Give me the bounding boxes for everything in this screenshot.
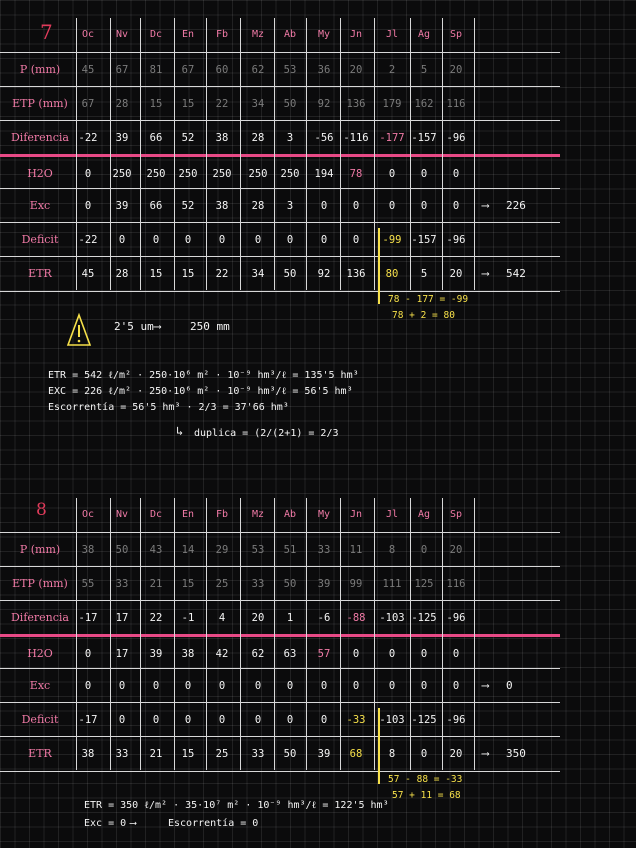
table-row: [0, 52, 560, 87]
table-cell: 0: [452, 680, 460, 692]
table-cell: 52: [181, 200, 195, 212]
header-row: [0, 498, 560, 532]
table-cell: 20: [251, 612, 265, 624]
table-cell: -125: [411, 714, 437, 726]
grid-divider: [140, 18, 141, 290]
table-cell: 38: [215, 132, 229, 144]
table-cell: 33: [251, 748, 265, 760]
table-row: [0, 736, 560, 772]
row-label: Exc: [29, 199, 51, 212]
table-cell: 11: [349, 544, 363, 556]
grid-divider: [374, 18, 375, 290]
month-header: Jl: [385, 29, 399, 40]
duplica-arrow-icon: ↳: [176, 424, 184, 438]
table-cell: 50: [283, 748, 297, 760]
month-header: Jn: [349, 509, 363, 520]
table-cell: 17: [115, 648, 129, 660]
table-row: [0, 188, 560, 223]
table-cell: 50: [283, 98, 297, 110]
row-label: ETP (mm): [12, 577, 68, 590]
table-cell: -96: [446, 132, 466, 144]
row-label: P (mm): [19, 543, 61, 556]
row-label: Deficit: [21, 713, 59, 726]
table-cell: 250: [112, 168, 132, 180]
table-cell: 15: [149, 268, 163, 280]
table-cell: 0: [420, 200, 428, 212]
table-cell: 92: [317, 98, 331, 110]
table-cell: -22: [78, 132, 98, 144]
month-header: Fb: [215, 509, 229, 520]
table-cell: 28: [251, 132, 265, 144]
table-cell: 50: [115, 544, 129, 556]
row-label: ETR: [28, 747, 52, 760]
month-header: Nv: [115, 509, 129, 520]
table-cell: 38: [81, 748, 95, 760]
row-total: 226: [506, 199, 526, 212]
month-header: Oc: [81, 509, 95, 520]
table-cell: 62: [251, 64, 265, 76]
table-cell: -157: [411, 234, 437, 246]
month-header: My: [317, 509, 331, 520]
row-total: 542: [506, 267, 526, 280]
table-cell: 28: [115, 268, 129, 280]
row-total-arrow: ⟶: [482, 747, 489, 760]
table-cell: 20: [449, 544, 463, 556]
table-cell: 0: [118, 680, 126, 692]
header-row: [0, 18, 560, 52]
table-cell: 3: [286, 200, 294, 212]
table-cell: 250: [280, 168, 300, 180]
table-cell: 0: [152, 714, 160, 726]
table-cell: 38: [181, 648, 195, 660]
calc8-line-3: Escorrentía = 0: [168, 818, 259, 829]
table-cell: 116: [446, 578, 466, 590]
table-cell: 8: [388, 748, 396, 760]
table-cell: 67: [115, 64, 129, 76]
table-cell: 136: [346, 98, 366, 110]
table-cell: 0: [420, 748, 428, 760]
table-cell: 39: [317, 578, 331, 590]
grid-divider: [306, 498, 307, 770]
grid-divider: [442, 498, 443, 770]
month-header: Ag: [417, 509, 431, 520]
duplica-note: duplica = (2/(2+1) = 2/3: [194, 428, 339, 439]
table-cell: 0: [184, 234, 192, 246]
table-cell: 15: [181, 748, 195, 760]
month-header: Ab: [283, 509, 297, 520]
row-total: 350: [506, 747, 526, 760]
table-cell: 0: [286, 714, 294, 726]
table-cell: 63: [283, 648, 297, 660]
month-header: Fb: [215, 29, 229, 40]
table-cell: 22: [215, 98, 229, 110]
row-label: ETP (mm): [12, 97, 68, 110]
table-cell: 0: [286, 234, 294, 246]
month-header: Oc: [81, 29, 95, 40]
month-header: Jl: [385, 509, 399, 520]
grid-divider: [140, 498, 141, 770]
table-cell: 0: [254, 234, 262, 246]
grid-divider: [474, 18, 475, 290]
table-cell: 5: [420, 268, 428, 280]
table-cell: 194: [314, 168, 334, 180]
grid-divider: [306, 18, 307, 290]
table-cell: 0: [184, 680, 192, 692]
month-header: En: [181, 509, 195, 520]
table-cell: 0: [320, 234, 328, 246]
table-cell: -88: [346, 612, 366, 624]
table-cell: 0: [218, 234, 226, 246]
grid-divider: [340, 18, 341, 290]
month-header: Jn: [349, 29, 363, 40]
table-cell: -17: [78, 714, 98, 726]
table-cell: 28: [115, 98, 129, 110]
table-cell: 53: [251, 544, 265, 556]
table-cell: 0: [84, 680, 92, 692]
grid-divider: [174, 18, 175, 290]
row-label: Diferencia: [10, 131, 69, 144]
table-cell: 81: [149, 64, 163, 76]
month-header: My: [317, 29, 331, 40]
side-note: 57 - 88 = -33: [388, 774, 463, 785]
grid-divider: [76, 498, 77, 770]
grid-divider: [174, 498, 175, 770]
table-cell: 0: [320, 200, 328, 212]
row-label: Diferencia: [10, 611, 69, 624]
table-cell: 0: [452, 648, 460, 660]
table-row: [0, 256, 560, 292]
table-cell: -1: [181, 612, 195, 624]
table-cell: 28: [251, 200, 265, 212]
grid-divider: [374, 498, 375, 770]
row-total-arrow: ⟶: [482, 199, 489, 212]
table-cell: 62: [251, 648, 265, 660]
table-cell: 250: [146, 168, 166, 180]
row-label: H2O: [27, 167, 53, 180]
table-row: [0, 222, 560, 257]
table-cell: 0: [286, 680, 294, 692]
table-cell: -17: [78, 612, 98, 624]
table-cell: 0: [352, 200, 360, 212]
table-cell: 43: [149, 544, 163, 556]
table-row: [0, 86, 560, 121]
grid-divider: [110, 498, 111, 770]
table-cell: 20: [449, 748, 463, 760]
table-cell: 67: [181, 64, 195, 76]
grid-divider: [410, 18, 411, 290]
table-cell: 0: [320, 714, 328, 726]
table-cell: 250: [178, 168, 198, 180]
table-cell: 25: [215, 578, 229, 590]
grid-divider: [206, 498, 207, 770]
table-cell: 15: [181, 98, 195, 110]
table-cell: 39: [317, 748, 331, 760]
table-cell: 21: [149, 578, 163, 590]
month-header: Dc: [149, 29, 163, 40]
month-header: Nv: [115, 29, 129, 40]
table-cell: 0: [352, 648, 360, 660]
table-cell: 136: [346, 268, 366, 280]
table-cell: -103: [379, 714, 405, 726]
table-row: [0, 634, 560, 671]
table-cell: 33: [251, 578, 265, 590]
row-label: Exc: [29, 679, 51, 692]
month-header: Sp: [449, 29, 463, 40]
table-cell: 15: [181, 578, 195, 590]
table-cell: -157: [411, 132, 437, 144]
table-cell: 250: [248, 168, 268, 180]
table-cell: 33: [317, 544, 331, 556]
month-header: Mz: [251, 29, 265, 40]
month-header: Ag: [417, 29, 431, 40]
grid-divider: [240, 18, 241, 290]
table-cell: 78: [349, 168, 363, 180]
table-cell: 0: [388, 680, 396, 692]
table-cell: 17: [115, 612, 129, 624]
month-header: En: [181, 29, 195, 40]
table-cell: 45: [81, 64, 95, 76]
table-cell: -99: [382, 234, 402, 246]
table-cell: 0: [118, 234, 126, 246]
calc8-line-2: Exc = 0: [84, 818, 127, 829]
table-cell: 42: [215, 648, 229, 660]
table-cell: 50: [283, 578, 297, 590]
table-cell: 55: [81, 578, 95, 590]
table-cell: 22: [149, 612, 163, 624]
table-cell: 52: [181, 132, 195, 144]
table-cell: -96: [446, 714, 466, 726]
table-cell: 0: [388, 200, 396, 212]
grid-divider: [410, 498, 411, 770]
table-cell: 92: [317, 268, 331, 280]
table-cell: 51: [283, 544, 297, 556]
table-cell: -96: [446, 234, 466, 246]
table-cell: 0: [352, 234, 360, 246]
table-cell: 14: [181, 544, 195, 556]
month-header: Ab: [283, 29, 297, 40]
table-cell: 0: [218, 680, 226, 692]
annotation-bracket: [378, 228, 380, 304]
table-cell: 0: [452, 168, 460, 180]
table-cell: 0: [420, 680, 428, 692]
side-note: 78 - 177 = -99: [388, 294, 469, 305]
table-cell: 38: [81, 544, 95, 556]
table-cell: 66: [149, 132, 163, 144]
table-cell: -33: [346, 714, 366, 726]
table-cell: 15: [181, 268, 195, 280]
row-total-arrow: ⟶: [482, 679, 489, 692]
table-row: [0, 154, 560, 191]
table-cell: 5: [420, 64, 428, 76]
row-label: Deficit: [21, 233, 59, 246]
table-cell: 0: [420, 544, 428, 556]
table-cell: 21: [149, 748, 163, 760]
calc-line-2: EXC = 226 ℓ/m² · 250·10⁶ m² · 10⁻⁹ hm³/ℓ = 56'5 hm³: [48, 386, 353, 397]
table-cell: 53: [283, 64, 297, 76]
table-cell: 66: [149, 200, 163, 212]
calc-line-3: Escorrentía = 56'5 hm³ · 2/3 = 37'66 hm³: [48, 402, 289, 413]
grid-divider: [110, 18, 111, 290]
table-cell: 99: [349, 578, 363, 590]
table-cell: 38: [215, 200, 229, 212]
grid-divider: [274, 498, 275, 770]
calc8-line-1: ETR = 350 ℓ/m² · 35·10⁷ m² · 10⁻⁹ hm³/ℓ = 122'5 hm³: [84, 800, 389, 811]
table-8: [0, 498, 636, 801]
table-cell: 2: [388, 64, 396, 76]
table-cell: 4: [218, 612, 226, 624]
table-cell: 29: [215, 544, 229, 556]
table-cell: 34: [251, 98, 265, 110]
calc8-arrow: ⟶: [130, 818, 137, 829]
table-cell: 22: [215, 268, 229, 280]
grid-divider: [274, 18, 275, 290]
table-cell: 67: [81, 98, 95, 110]
table-cell: 0: [84, 168, 92, 180]
row-label: P (mm): [19, 63, 61, 76]
grid-divider: [76, 18, 77, 290]
table-cell: -103: [379, 612, 405, 624]
table-cell: 3: [286, 132, 294, 144]
grid-divider: [206, 18, 207, 290]
table-cell: 0: [320, 680, 328, 692]
table-row: [0, 120, 560, 155]
table-cell: 60: [215, 64, 229, 76]
table-8-number: 8: [36, 500, 47, 520]
warning-icon: [66, 313, 92, 347]
table-cell: 57: [317, 648, 331, 660]
table-cell: 80: [385, 268, 399, 280]
side-note: 57 + 11 = 68: [392, 790, 461, 801]
table-cell: -125: [411, 612, 437, 624]
table-cell: 33: [115, 748, 129, 760]
table-row: [0, 668, 560, 703]
row-total-arrow: ⟶: [482, 267, 489, 280]
table-cell: 68: [349, 748, 363, 760]
warning-text: 2'5 um: [114, 320, 154, 333]
side-note: 78 + 2 = 80: [392, 310, 455, 321]
table-cell: -177: [379, 132, 405, 144]
calc-line-1: ETR = 542 ℓ/m² · 250·10⁶ m² · 10⁻⁹ hm³/ℓ = 135'5 hm³: [48, 370, 359, 381]
table-row: [0, 600, 560, 635]
table-row: [0, 532, 560, 567]
table-cell: 111: [382, 578, 402, 590]
month-header: Dc: [149, 509, 163, 520]
grid-divider: [340, 498, 341, 770]
table-cell: 36: [317, 64, 331, 76]
grid-divider: [474, 498, 475, 770]
table-cell: 125: [414, 578, 434, 590]
table-cell: 39: [115, 200, 129, 212]
table-cell: 34: [251, 268, 265, 280]
table-cell: 0: [184, 714, 192, 726]
row-label: ETR: [28, 267, 52, 280]
table-cell: 250: [212, 168, 232, 180]
table-row: [0, 702, 560, 737]
table-cell: -96: [446, 612, 466, 624]
table-cell: 0: [152, 680, 160, 692]
table-cell: 0: [84, 648, 92, 660]
warning-result: 250 mm: [190, 320, 230, 333]
table-cell: 25: [215, 748, 229, 760]
table-cell: 116: [446, 98, 466, 110]
table-cell: 33: [115, 578, 129, 590]
table-cell: 0: [254, 714, 262, 726]
table-7: [0, 18, 636, 321]
table-row: [0, 566, 560, 601]
month-header: Mz: [251, 509, 265, 520]
table-cell: 50: [283, 268, 297, 280]
row-label: H2O: [27, 647, 53, 660]
table-cell: 0: [420, 168, 428, 180]
table-cell: -6: [317, 612, 331, 624]
table-cell: 0: [420, 648, 428, 660]
table-cell: 0: [352, 680, 360, 692]
table-cell: 0: [388, 648, 396, 660]
table-cell: 1: [286, 612, 294, 624]
table-cell: 39: [149, 648, 163, 660]
grid-divider: [442, 18, 443, 290]
table-cell: 15: [149, 98, 163, 110]
month-header: Sp: [449, 509, 463, 520]
table-cell: 20: [349, 64, 363, 76]
grid-divider: [240, 498, 241, 770]
table-cell: -22: [78, 234, 98, 246]
table-cell: 162: [414, 98, 434, 110]
table-cell: 0: [388, 168, 396, 180]
table-cell: 20: [449, 64, 463, 76]
table-cell: 0: [218, 714, 226, 726]
annotation-bracket: [378, 708, 380, 784]
table-cell: 0: [452, 200, 460, 212]
table-7-number: 7: [40, 20, 53, 44]
table-cell: 0: [254, 680, 262, 692]
table-cell: 45: [81, 268, 95, 280]
table-cell: 0: [152, 234, 160, 246]
table-cell: -116: [343, 132, 369, 144]
table-cell: 20: [449, 268, 463, 280]
table-cell: -56: [314, 132, 334, 144]
table-cell: 0: [84, 200, 92, 212]
table-cell: 179: [382, 98, 402, 110]
table-cell: 0: [118, 714, 126, 726]
row-total: 0: [506, 679, 513, 692]
table-cell: 39: [115, 132, 129, 144]
warning-arrow: ⟶: [154, 320, 161, 333]
table-cell: 8: [388, 544, 396, 556]
